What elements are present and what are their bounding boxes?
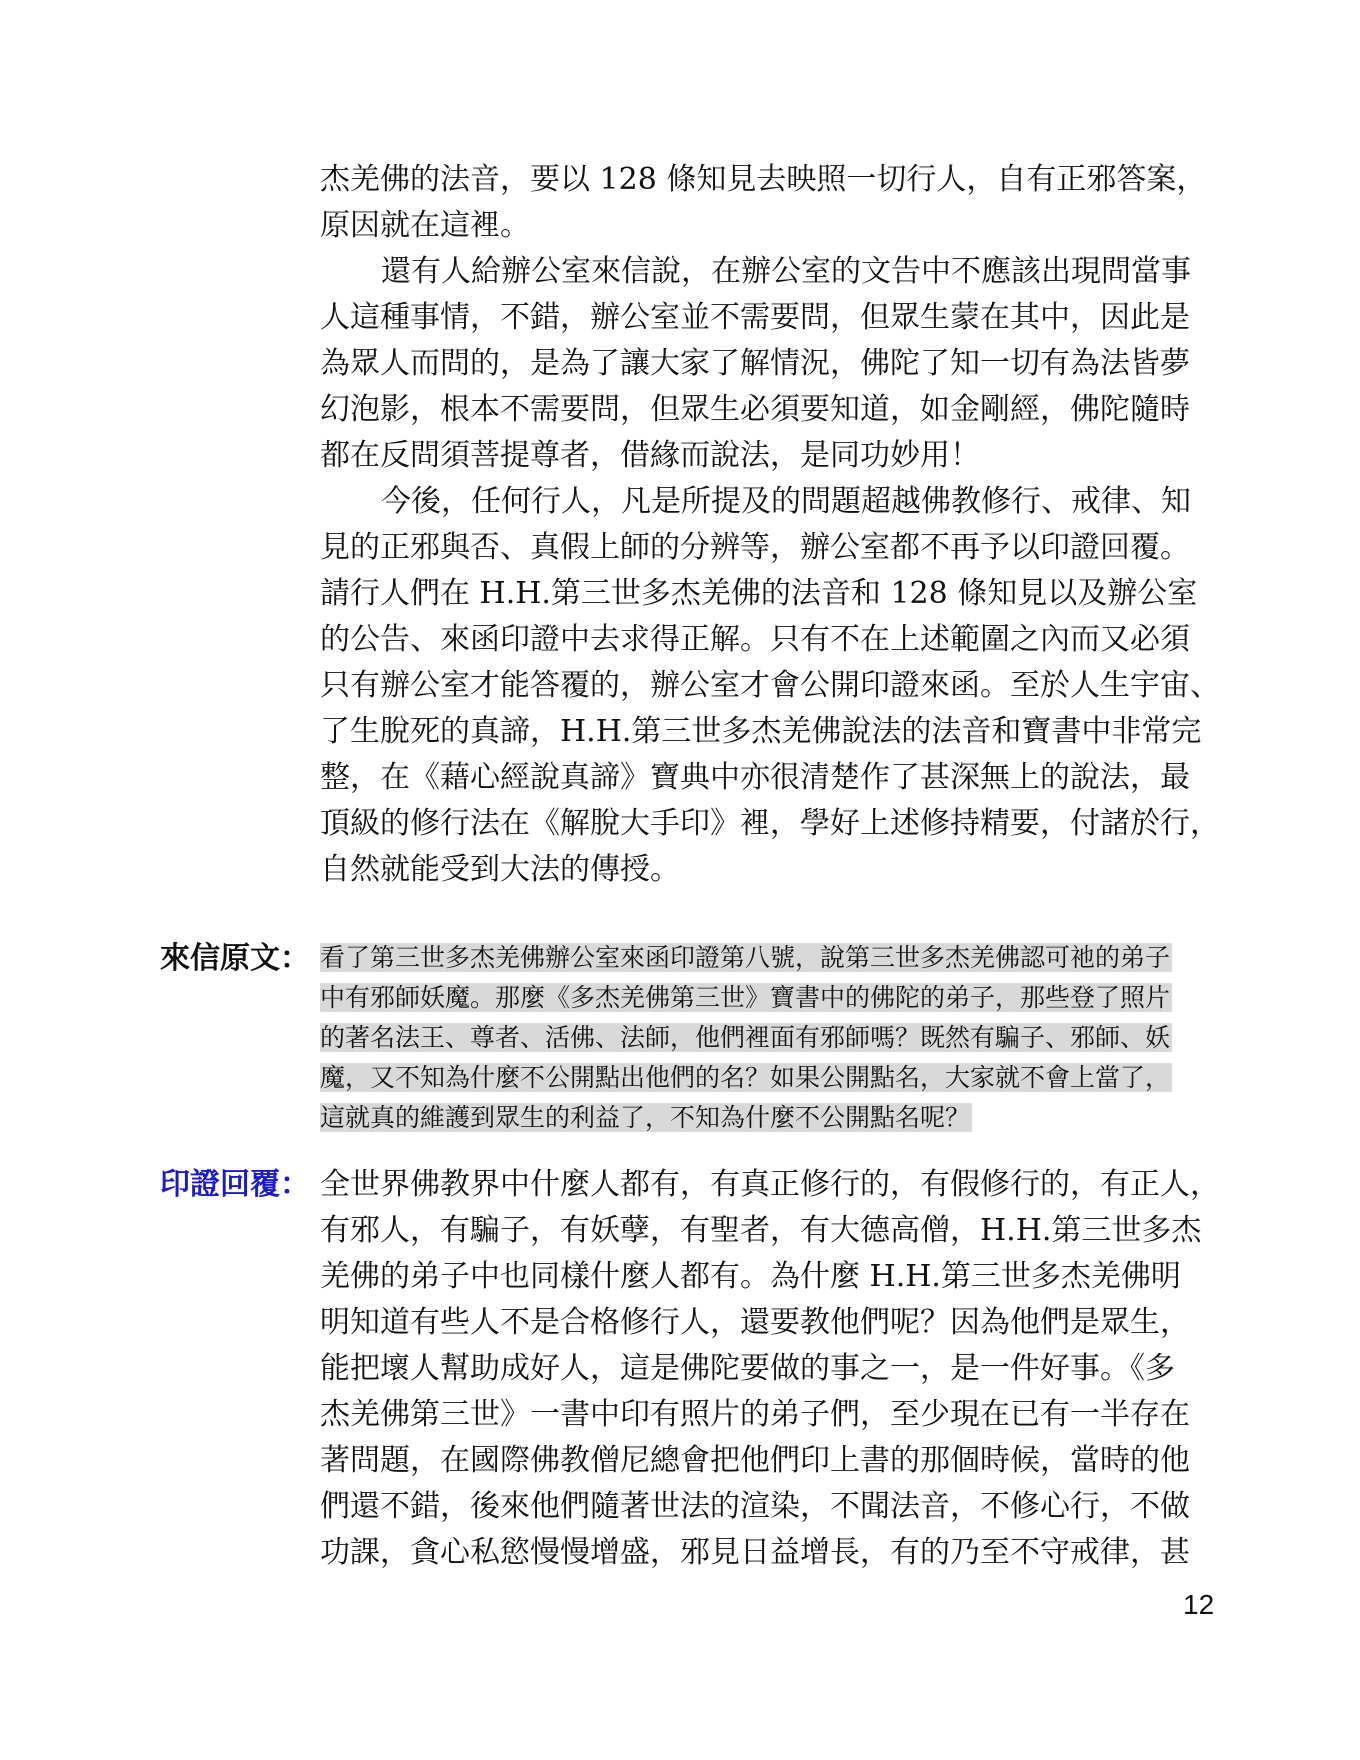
reply-text-line: 功課，貪心私慾慢慢增盛，邪見日益增長，有的乃至不守戒律，甚 <box>320 1535 1190 1570</box>
main-text-line: 為眾人而問的，是為了讓大家了解情況，佛陀了知一切有為法皆夢 <box>320 346 1190 381</box>
letter-text-line: 看了第三世多杰羌佛辦公室來函印證第八號，說第三世多杰羌佛認可祂的弟子 <box>320 943 1171 972</box>
reply-text-line: 著問題，在國際佛教僧尼總會把他們印上書的那個時候，當時的他 <box>320 1443 1190 1478</box>
main-text-line: 幻泡影，根本不需要問，但眾生必須要知道，如金剛經，佛陀隨時 <box>320 392 1190 427</box>
letter-text-block <box>320 938 1240 1138</box>
main-text-line: 還有人給辦公室來信說，在辦公室的文告中不應該出現問當事 <box>381 254 1191 289</box>
main-text-line: 都在反問須菩提尊者，借緣而說法，是同功妙用！ <box>320 438 980 473</box>
reply-text-line: 們還不錯，後來他們隨著世法的渲染，不聞法音，不修心行，不做 <box>320 1489 1190 1524</box>
reply-text-line: 全世界佛教界中什麼人都有，有真正修行的，有假修行的，有正人， <box>320 1167 1220 1202</box>
main-text-line: 見的正邪與否、真假上師的分辨等，辦公室都不再予以印證回覆。 <box>320 530 1190 565</box>
main-text-block <box>320 157 1240 893</box>
letter-text-line: 的著名法王、尊者、活佛、法師，他們裡面有邪師嗎？既然有騙子、邪師、妖 <box>320 1023 1171 1052</box>
reply-text-line: 杰羌佛第三世》一書中印有照片的弟子們，至少現在已有一半存在 <box>320 1397 1190 1432</box>
main-text-line: 請行人們在 H.H.第三世多杰羌佛的法音和 128 條知見以及辦公室 <box>320 576 1198 611</box>
page-number: 12 <box>1183 1589 1215 1620</box>
reply-text-line: 能把壞人幫助成好人，這是佛陀要做的事之一，是一件好事。《多 <box>320 1351 1175 1386</box>
letter-text-line: 這就真的維護到眾生的利益了，不知為什麼不公開點名呢？ <box>320 1103 971 1132</box>
main-text-line: 今後，任何行人，凡是所提及的問題超越佛教修行、戒律、知 <box>381 484 1191 519</box>
main-text-line: 整，在《藉心經說真諦》寶典中亦很清楚作了甚深無上的說法，最 <box>320 760 1190 795</box>
main-text-line: 了生脫死的真諦，H.H.第三世多杰羌佛說法的法音和寶書中非常完 <box>320 714 1202 749</box>
main-text-line: 杰羌佛的法音，要以 128 條知見去映照一切行人，自有正邪答案， <box>320 162 1207 197</box>
letter-text-line: 魔，又不知為什麼不公開點出他們的名？如果公開點名，大家就不會上當了， <box>320 1063 1171 1092</box>
letter-text-line: 中有邪師妖魔。那麼《多杰羌佛第三世》寶書中的佛陀的弟子，那些登了照片 <box>320 983 1171 1012</box>
main-text-line: 原因就在這裡。 <box>320 208 530 243</box>
main-text-line: 頂級的修行法在《解脫大手印》裡，學好上述修持精要，付諸於行， <box>320 806 1220 841</box>
main-text-line: 自然就能受到大法的傳授。 <box>320 852 680 887</box>
reply-text-line: 明知道有些人不是合格修行人，還要教他們呢？因為他們是眾生， <box>320 1305 1190 1340</box>
reply-text-block <box>320 1162 1240 1576</box>
reply-text-line: 有邪人，有騙子，有妖孽，有聖者，有大德高僧，H.H.第三世多杰 <box>320 1213 1202 1248</box>
main-text-line: 人這種事情，不錯，辦公室並不需要問，但眾生蒙在其中，因此是 <box>320 300 1190 335</box>
main-text-line: 的公告、來函印證中去求得正解。只有不在上述範圍之內而又必須 <box>320 622 1190 657</box>
letter-label: 來信原文： <box>160 941 310 976</box>
reply-text-line: 羌佛的弟子中也同樣什麼人都有。為什麼 H.H.第三世多杰羌佛明 <box>320 1259 1181 1294</box>
main-text-line: 只有辦公室才能答覆的，辦公室才會公開印證來函。至於人生宇宙、 <box>320 668 1220 703</box>
reply-label: 印證回覆： <box>160 1167 310 1202</box>
